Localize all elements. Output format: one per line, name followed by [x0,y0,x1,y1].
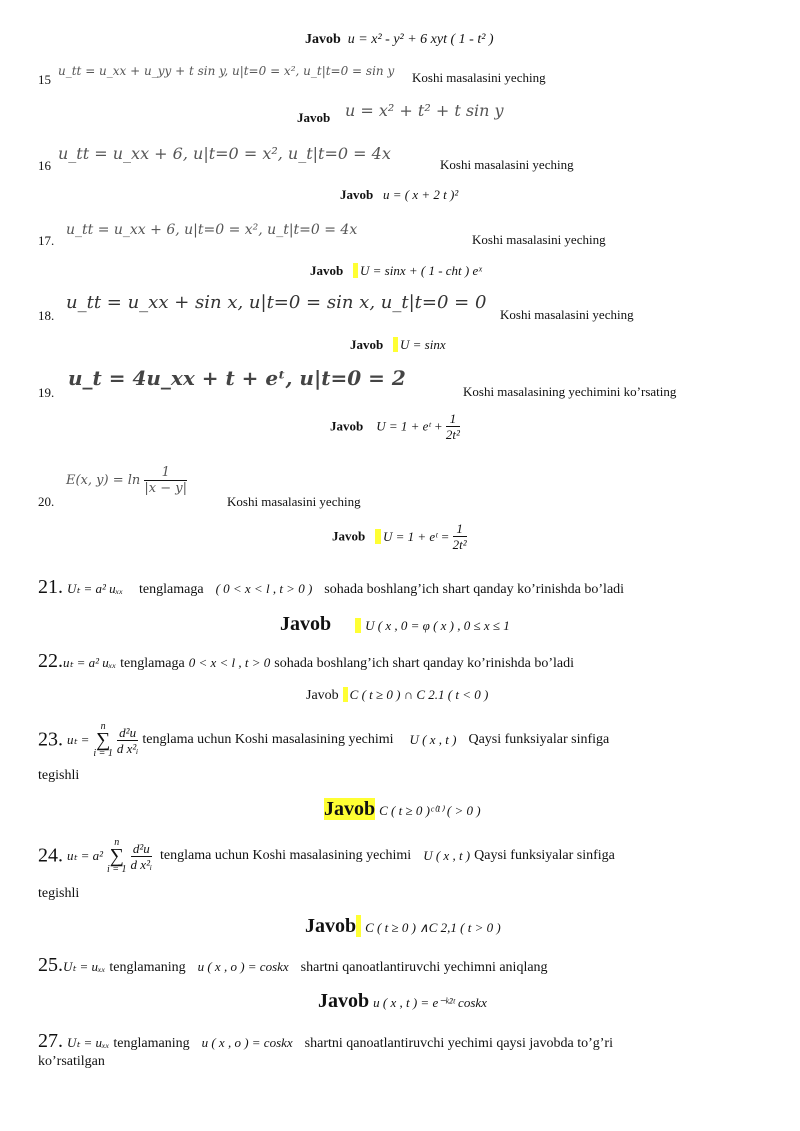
question-task: tenglamaning [113,1036,190,1051]
question-number: 27. [38,1030,63,1052]
answer-formula: U ( x , 0 = φ ( x ) , 0 ≤ x ≤ 1 [355,618,510,633]
equation-image: E(x, y) = ln $\frac{1}{|x - y|}$ [66,465,187,496]
question-number: 15 [38,72,51,87]
answer-formula: U = sinx [393,337,446,352]
question-task: tenglamaga [120,656,185,671]
equation: Uₜ = uₓₓ [63,959,106,974]
q25-line [38,954,548,977]
question-task: tegishli [38,768,80,783]
equation-lhs: uₜ = [67,732,90,747]
question-task: ko’rsatilgan [38,1054,105,1069]
question-task: tegishli [38,886,80,901]
question-number: 19. [38,385,55,400]
sum-sign: n ∑ i = 1 [107,837,127,875]
question-number: 21. [38,576,63,598]
question-task: tenglamaning [109,960,186,975]
equation-fraction: $\frac{\text{d²u}}{\text{d x²ᵢ}}$ [116,724,139,756]
q24-line [38,838,615,874]
javob-label: Javob [297,110,331,125]
javob-label: Javob [340,187,374,202]
equation-fraction: $\frac{1}{|x - y|}$ [144,465,187,496]
answer-formula: u = ( x + 2 t )² [382,187,459,202]
javob-label: Javob [318,990,370,1012]
question-number: 17. [38,233,55,248]
answer-formula: U = sinx + ( 1 - cht ) eˣ [353,263,482,278]
answer-formula: U = 1 + eᵗ + [376,418,443,434]
javob-label: Javob [280,613,332,635]
question-number: 16 [38,158,51,173]
equation: Uₜ = a² uₓₓ [67,581,124,596]
question-task: tenglamaga [139,582,204,597]
javob-label: Javob [310,263,344,278]
question-task: tenglama uchun Koshi masalasining yechimi [160,848,412,863]
q24-answer-line [305,915,501,938]
javob-label: Javob [324,798,376,820]
q23-line [38,722,609,758]
initial-condition: u ( x , o ) = coskx [197,959,289,974]
question-task: sohada boshlang’ich shart qanday ko’rinishda bo’ladi [274,656,575,671]
question-number: 22. [38,650,63,672]
question-task: Koshi masalasini yeching [227,494,361,509]
javob-label: Javob [306,688,339,703]
question-number: 18. [38,308,55,323]
javob-label: Javob [332,528,366,544]
question-task: Koshi masalasini yeching [440,157,574,172]
question-number: 23. [38,728,63,751]
javob-label: Javob [330,418,364,434]
answer-formula: U = 1 + eᵗ = [375,529,449,544]
answer-fraction: $\frac{1}{\text{2t²}}$ [452,521,467,552]
answer-formula: u ( x , t ) = e⁻ᵏ²ᵗ coskx [373,995,487,1010]
q17-answer-line [310,263,482,279]
question-task: Koshi masalasining yechimini ko’rsating [463,384,677,399]
equation-image: u_tt = u_xx + 6, u|t=0 = x², u_t|t=0 = 4x [58,144,391,163]
equation: Uₜ = uₓₓ [67,1035,110,1050]
javob-label: Javob [305,915,361,937]
q25-answer-line [318,990,487,1013]
question-task: Koshi masalasini yeching [412,70,546,85]
domain-condition: ( 0 < x < l , t > 0 ) [215,581,313,596]
javob-label: Javob [350,337,384,352]
question-task: Koshi masalasini yeching [500,307,634,322]
answer-formula: u = x² - y² + 6 xyt ( 1 - t² ) [347,32,494,47]
question-task: Qaysi funksiyalar sinfiga [468,732,610,747]
question-task: sohada boshlang’ich shart qanday ko’rinishda bo’ladi [324,582,625,597]
answer-formula: C ( t ≥ 0 ) ∧C 2,1 ( t > 0 ) [365,920,501,935]
q22-line [38,650,574,673]
question-number: 20. [38,494,55,509]
q14-answer-line [305,32,494,48]
equation-image: u_tt = u_xx + 6, u|t=0 = x², u_t|t=0 = 4x [66,222,358,238]
equation: uₜ = a² uₓₓ [63,655,117,670]
question-task: shartni qanoatlantiruvchi yechimni aniqlang [300,960,548,975]
question-number: 24. [38,844,63,867]
question-task: shartni qanoatlantiruvchi yechimi qaysi javobda to’g’ri [304,1036,613,1051]
question-task: Koshi masalasini yeching [472,232,606,247]
equation-image: u_tt = u_xx + u_yy + t sin y, u|t=0 = x², u_t|t=0 = sin y [58,64,395,78]
question-task: Qaysi funksiyalar sinfiga [474,848,615,863]
q21-answer-line [280,613,510,636]
javob-label: Javob [305,32,341,47]
q19-answer-line [330,412,460,441]
answer-formula: C ( t ≥ 0 )ᶜ⁽¹⁾ ( > 0 ) [379,803,481,818]
q27-line [38,1030,613,1053]
initial-condition: u ( x , o ) = coskx [201,1035,293,1050]
q18-answer-line [350,337,446,353]
domain-condition: 0 < x < l , t > 0 [188,655,271,670]
question-task: tenglama uchun Koshi masalasining yechimi [142,732,394,747]
answer-fraction: $\frac{1}{\text{2t²}}$ [445,411,460,442]
q16-answer-line [340,187,458,203]
q20-answer-line [332,522,467,551]
equation-fraction: $\frac{\text{d²u}}{\text{d x²ᵢ}}$ [130,840,153,872]
question-number: 25. [38,954,63,976]
equation-image: u_t = 4u_xx + t + eᵗ, u|t=0 = 2 [68,366,406,390]
answer-formula: u = x² + t² + t sin y [345,101,504,120]
answer-formula: C ( t ≥ 0 ) ∩ C 2.1 ( t < 0 ) [343,687,489,702]
function: U ( x , t ) [409,732,457,747]
equation-lhs: uₜ = a² [67,848,104,863]
q23-answer-line [324,798,481,821]
function: U ( x , t ) [423,848,471,863]
q21-line [38,576,624,599]
q22-answer-line [306,686,488,704]
equation-image: u_tt = u_xx + sin x, u|t=0 = sin x, u_t|t=0 = 0 [66,292,487,313]
sum-sign: n ∑ i = 1 [93,721,113,759]
